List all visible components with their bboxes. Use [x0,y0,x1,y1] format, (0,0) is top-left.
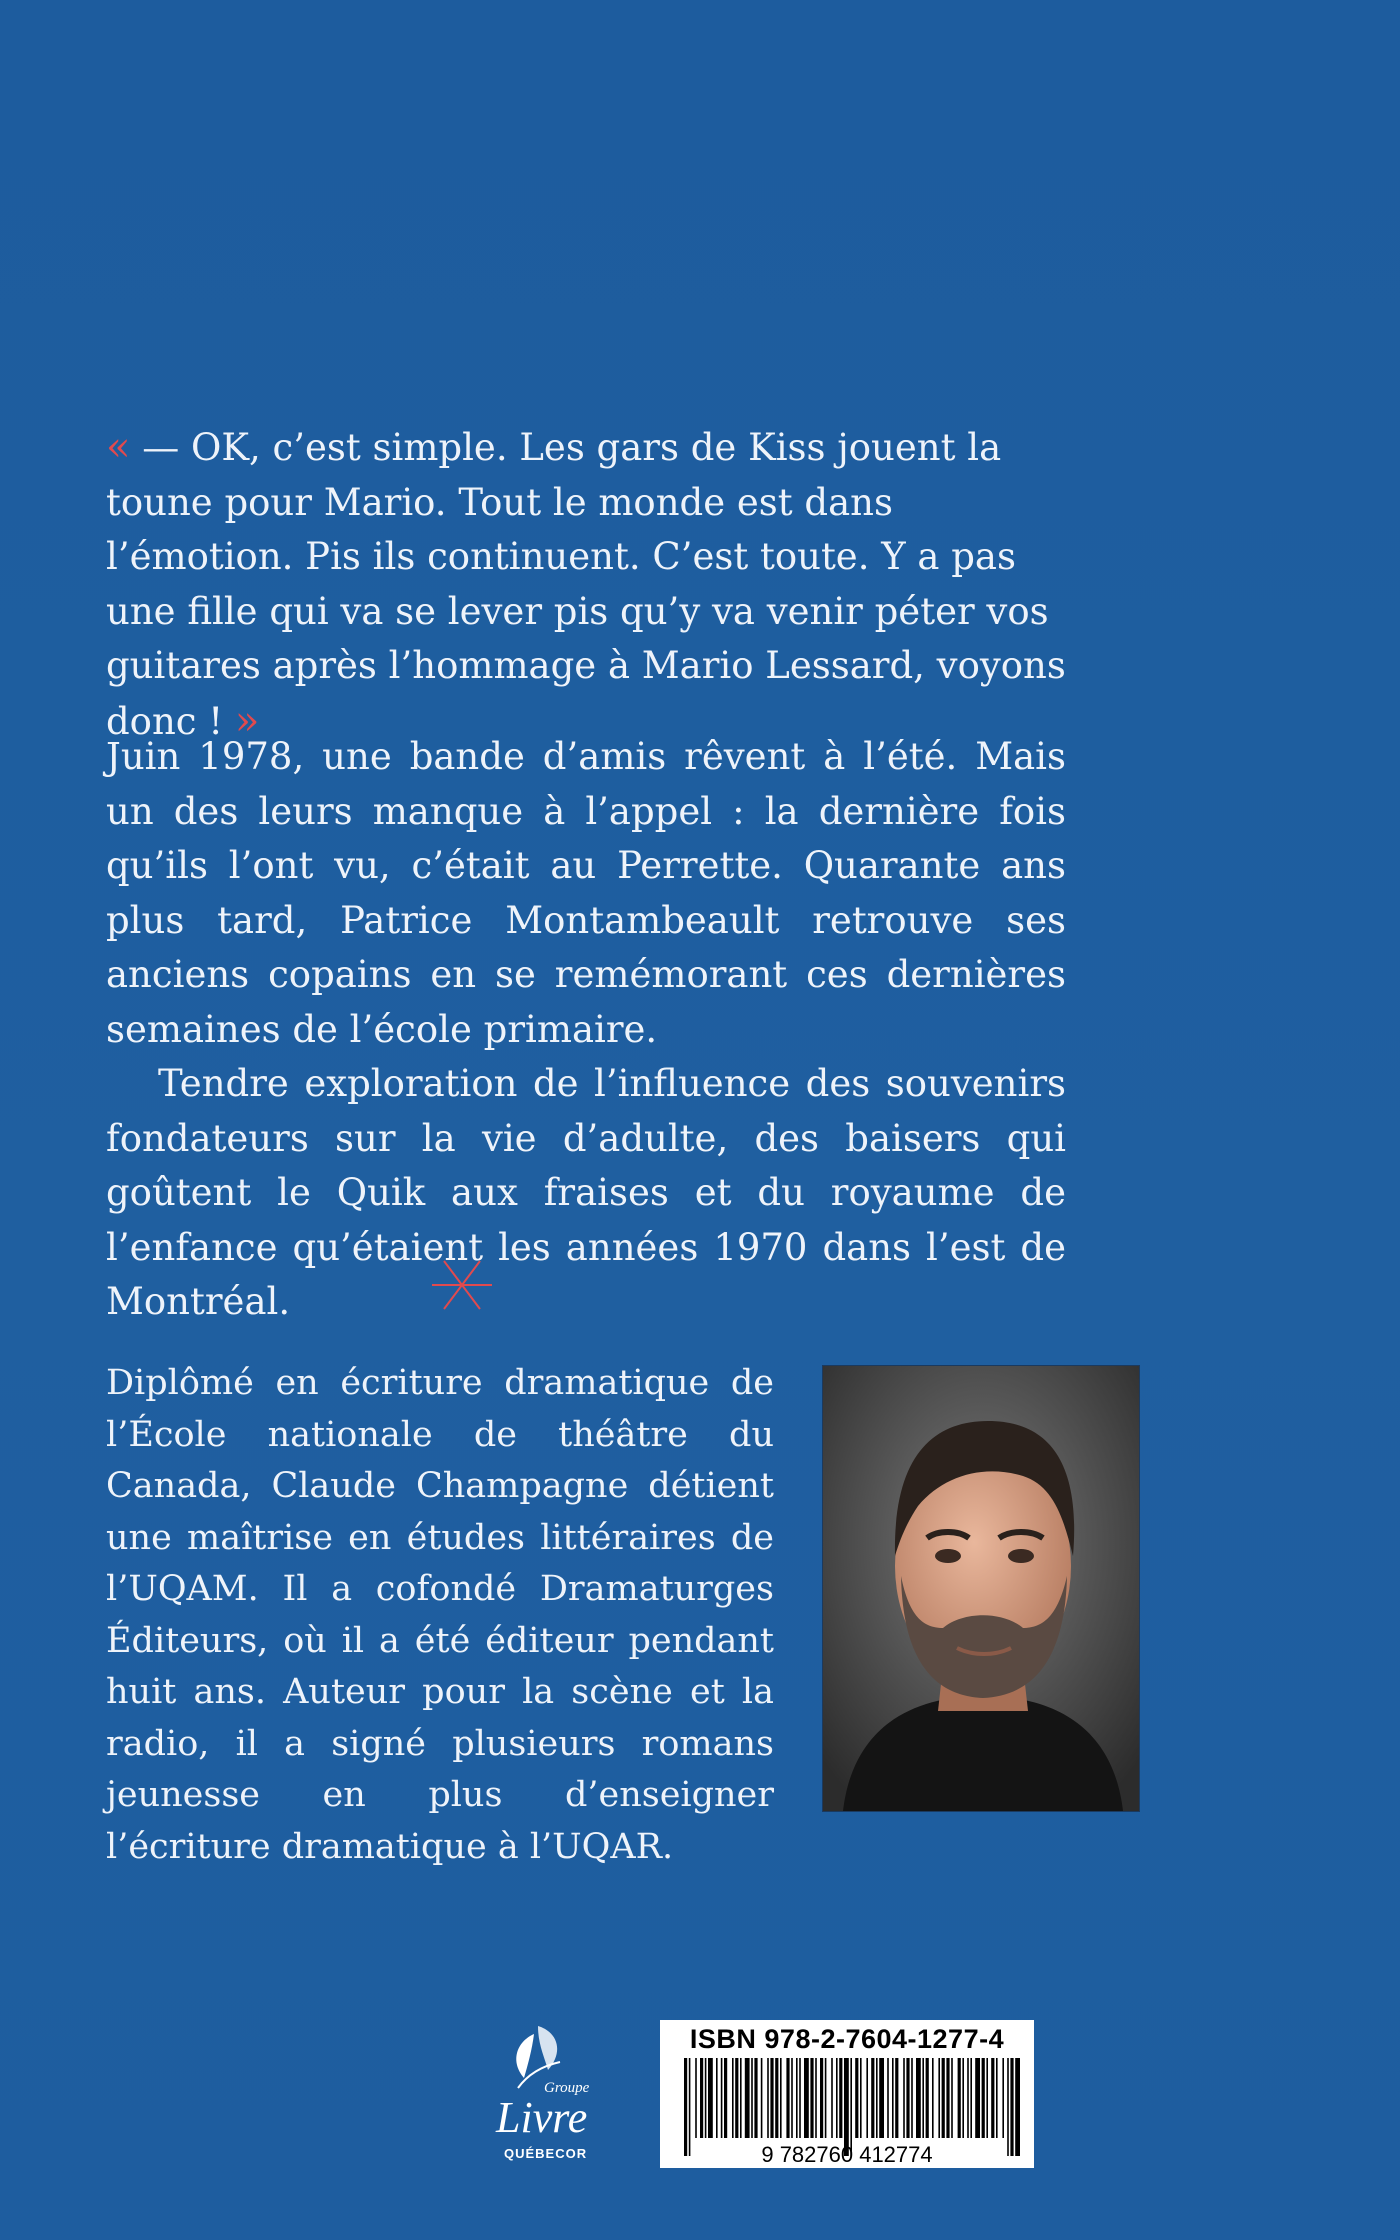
barcode-bar [876,2058,878,2138]
barcode-bar [751,2058,753,2138]
barcode-bar [775,2058,778,2138]
barcode-bar [1002,2058,1004,2138]
author-photo [822,1365,1140,1812]
barcode-bar [815,2058,817,2138]
barcode-bar [705,2058,707,2138]
barcode-bar [951,2058,953,2138]
synopsis-paragraph-1: Juin 1978, une bande d’amis rêvent à l’été. Mais un des leurs manque à l’appel : la dernière fois qu’ils l’ont vu, c’était au Perrette. Quarante ans plus tard, Patrice Montambeault retrouve ses anciens copains en se remémorant ces dernières semaines de l’école primaire. [106,735,1066,1051]
barcode-icon [666,2058,1028,2166]
author-bio: Diplômé en écriture dramatique de l’École nationale de théâtre du Canada, Claude Champagne détient une maîtrise en études littéraires de l’UQAM. Il a cofondé Dramaturges Éditeurs, où il a été éditeur pendant huit ans. Auteur pour la scène et la radio, il a signé plusieurs romans jeunesse en plus d’enseigner l’écriture dramatique à l’UQAR. [106,1363,774,1867]
barcode-bar [986,2058,988,2138]
quote-text: — OK, c’est simple. Les gars de Kiss jouent la toune pour Mario. Tout le monde est dans l’émotion. Pis ils continuent. C’est toute. Y a pas une fille qui va se lever pis qu’y va venir péter vos guitares après l’hommage à Mario Lessard, voyons donc ! [106,426,1066,743]
barcode-bar [700,2058,703,2138]
quote-open-mark: « [106,424,131,470]
barcode-bar [958,2058,961,2138]
synopsis [106,730,1066,1330]
barcode-bar [735,2058,738,2138]
barcode-bar [825,2058,827,2138]
barcode-bar [831,2058,833,2138]
barcode-bar [770,2058,773,2138]
author-portrait-icon [823,1366,1139,1811]
barcode-bar [1007,2058,1009,2156]
logo-livre-text: Livre [496,2093,588,2142]
barcode-bar [708,2058,713,2138]
excerpt-quote [106,420,1066,749]
barcode-bar [991,2058,994,2138]
barcode-bar [740,2058,742,2138]
barcode-bar [689,2058,691,2156]
barcode-bar [761,2058,763,2138]
isbn-barcode-block [660,2020,1034,2168]
barcode-bar [684,2058,687,2156]
barcode-bar [695,2058,697,2138]
barcode-bar [892,2058,894,2138]
barcode-bar [767,2058,769,2138]
logo-groupe-text: Groupe [544,2080,590,2096]
barcode-bar [796,2058,798,2138]
barcode-bar [967,2058,969,2138]
barcode-bar [938,2058,940,2138]
barcode-bar [916,2058,921,2138]
barcode-bar [780,2058,782,2138]
barcode-bar [1015,2058,1020,2156]
barcode-bar [724,2058,727,2138]
barcode-bar [1010,2058,1013,2156]
logo-quebecor-text: QUÉBECOR [504,2146,588,2161]
barcode-bar [716,2058,718,2138]
isbn-label: ISBN 978-2-7604-1277-4 [689,2024,1005,2054]
barcode-bar [799,2058,801,2138]
barcode-bar [887,2058,889,2138]
barcode-bar [906,2058,909,2138]
barcode-bar [836,2058,838,2138]
barcode-bar [786,2058,789,2138]
barcode-bar [962,2058,964,2138]
publisher-logo [478,2022,628,2172]
quote-close-mark: » [234,697,260,744]
barcode-bar [903,2058,905,2138]
barcode-bar [820,2058,823,2138]
barcode-bar [926,2058,929,2138]
barcode-bar [895,2058,898,2138]
barcode-bar [911,2058,913,2138]
barcode-bar [839,2058,842,2138]
barcode-digits: 9 782760 412774 [761,2142,933,2166]
barcode-bar [810,2058,813,2138]
barcode-bar [871,2058,874,2138]
barcode-bar [879,2058,884,2138]
barcode-bar [804,2058,809,2138]
barcode-bar [745,2058,750,2138]
asterisk-ornament-icon [430,1255,494,1315]
barcode-bar [866,2058,868,2138]
barcode-bar [970,2058,972,2138]
synopsis-paragraph-2: Tendre exploration de l’influence des souvenirs fondateurs sur la vie d’adulte, des baisers qui goûtent le Quik aux fraises et du royaume de l’enfance qu’étaient les années 1970 dans l’est de Montréal. [106,1062,1066,1323]
barcode-bar [996,2058,998,2138]
barcode-bar [982,2058,985,2138]
barcode-bar [721,2058,723,2138]
barcode-bar [855,2058,858,2138]
barcode-bar [732,2058,734,2138]
barcode-bar [946,2058,949,2138]
barcode-bar [975,2058,980,2138]
barcode-bar [754,2058,757,2138]
barcode-bar [860,2058,862,2138]
barcode-bar [791,2058,793,2138]
barcode-bar [932,2058,934,2138]
barcode-bar [942,2058,945,2138]
barcode-bar [922,2058,924,2138]
